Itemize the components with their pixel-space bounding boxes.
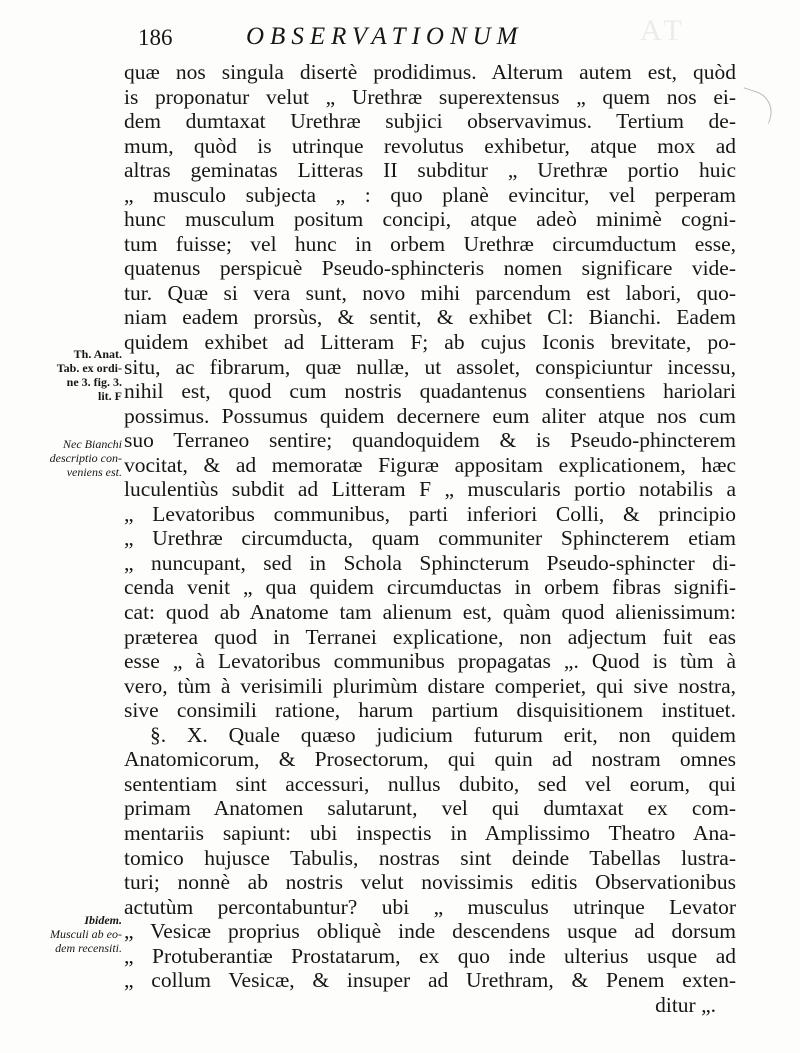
margin-note-line: Tab. ex ordi- bbox=[56, 361, 122, 375]
text-line: vocitat, & ad memoratæ Figuræ appositam explicationem, hæc bbox=[124, 452, 736, 477]
text-line: cat: quod ab Anatome tam alienum est, quàm quod alienissimum: bbox=[124, 600, 736, 625]
text-line: niam eadem prorsùs, & sentit, & exhibet Cl: Bianchi. Eadem bbox=[124, 305, 736, 330]
text-line: situ, ac fibrarum, quæ nullæ, ut assolet, conspiciuntur incessu, bbox=[124, 354, 736, 379]
text-line: sive consimili ratione, harum partium disquisitionem instituet. bbox=[124, 698, 736, 723]
pencil-mark-icon bbox=[736, 87, 778, 123]
text-line-final: ditur „. bbox=[655, 992, 716, 1017]
margin-note-line: Nec Bianchi bbox=[63, 437, 122, 451]
text-line: dem dumtaxat Urethræ subjici observavimus. Tertium de- bbox=[124, 109, 736, 134]
margin-note-line: ne 3. fig. 3. bbox=[66, 375, 122, 389]
margin-note-line: Musculi ab eo- bbox=[50, 927, 122, 941]
text-line: „ Levatoribus communibus, parti inferiori Colli, & principio bbox=[124, 501, 736, 526]
text-line: præterea quod in Terranei explicatione, non adjectum fuit eas bbox=[124, 624, 736, 649]
text-line: vero, tùm à verisimili plurimùm distare comperiet, qui sive nostra, bbox=[124, 673, 736, 698]
text-line: hunc musculum positum concipi, atque adeò minimè cogni- bbox=[124, 207, 736, 232]
main-text-block bbox=[124, 60, 736, 1017]
running-head: OBSERVATIONUM bbox=[246, 23, 524, 50]
page-header bbox=[138, 18, 778, 54]
text-line: mentariis sapiunt: ubi inspectis in Amplissimo Theatro Ana- bbox=[124, 820, 736, 845]
text-line: „ collum Vesicæ, & insuper ad Urethram, & Penem exten- bbox=[124, 968, 736, 993]
margin-note-line: Ibidem. bbox=[84, 913, 122, 927]
text-line: tum fuisse; vel hunc in orbem Urethræ circumductum esse, bbox=[124, 231, 736, 256]
margin-note-line: Th. Anat. bbox=[73, 347, 122, 361]
text-line: primam Anatomen salutarunt, vel qui dumtaxat ex com- bbox=[124, 796, 736, 821]
text-line: „ musculo subjecta „ : quo planè evincitur, vel perperam bbox=[124, 182, 736, 207]
text-line: quidem exhibet ad Litteram F; ab cujus Iconis brevitate, po- bbox=[124, 330, 736, 355]
text-line: quæ nos singula disertè prodidimus. Alterum autem est, quòd bbox=[124, 60, 736, 84]
text-line: esse „ à Levatoribus communibus propagatas „. Quod is tùm à bbox=[124, 649, 736, 674]
text-line: quatenus perspicuè Pseudo-sphincteris nomen significare vide- bbox=[124, 256, 736, 281]
text-line: turi; nonnè ab nostris velut novissimis editis Observationibus bbox=[124, 870, 736, 895]
text-line: altras geminatas Litteras II subditur „ Urethræ portio huic bbox=[124, 158, 736, 183]
text-line: tur. Quæ si vera sunt, novo mihi parcendum est labori, quo- bbox=[124, 280, 736, 305]
text-line: „ Urethræ circumducta, quam communiter Sphincterem etiam bbox=[124, 526, 736, 551]
show-through-text: AT bbox=[640, 14, 687, 47]
text-line: possimus. Possumus quidem decernere eum aliter atque nos cum bbox=[124, 403, 736, 428]
text-line: „ Vesicæ proprius obliquè inde descendens usque ad dorsum bbox=[124, 919, 736, 944]
text-line: „ nuncupant, sed in Schola Sphincterum Pseudo-sphincter di- bbox=[124, 550, 736, 575]
margin-note-bianchi bbox=[18, 437, 122, 479]
text-line: luculentiùs subdit ad Litteram F „ muscularis portio notabilis a bbox=[124, 477, 736, 502]
text-line: „ Protuberantiæ Prostatarum, ex quo inde ulterius usque ad bbox=[124, 943, 736, 968]
text-line: mum, quòd is utrinque revolutus exhibetur, atque mox ad bbox=[124, 133, 736, 158]
section-heading-line: §. X. Quale quæso judicium futurum erit, non quidem bbox=[150, 722, 736, 747]
margin-note-line: veniens est. bbox=[66, 465, 122, 479]
margin-note-line: lit. F bbox=[98, 389, 122, 403]
margin-note-line: descriptio con- bbox=[49, 451, 122, 465]
text-line: cenda venit „ qua quidem circumductas in orbem fibras signifi- bbox=[124, 575, 736, 600]
margin-note-line: dem recensiti. bbox=[55, 941, 122, 955]
text-line: sententiam sint accessuri, nullus dubito, sed vel eorum, qui bbox=[124, 771, 736, 796]
text-line: is proponatur velut „ Urethræ superextensus „ quem nos ei- bbox=[124, 84, 736, 109]
page-number: 186 bbox=[138, 25, 173, 50]
margin-note-ibidem bbox=[18, 913, 122, 955]
text-line: suo Terraneo sentire; quandoquidem & is Pseudo-phincterem bbox=[124, 428, 736, 453]
margin-note-anatomy-table bbox=[18, 347, 122, 403]
text-line: actutùm percontabuntur? ubi „ musculus utrinque Levator bbox=[124, 894, 736, 919]
text-line: Anatomicorum, & Prosectorum, qui quin ad nostram omnes bbox=[124, 747, 736, 772]
text-line: tomico hujusce Tabulis, nostras sint deinde Tabellas lustra- bbox=[124, 845, 736, 870]
text-line: nihil est, quod cum nostris quadantenus consentiens hariolari bbox=[124, 379, 736, 404]
